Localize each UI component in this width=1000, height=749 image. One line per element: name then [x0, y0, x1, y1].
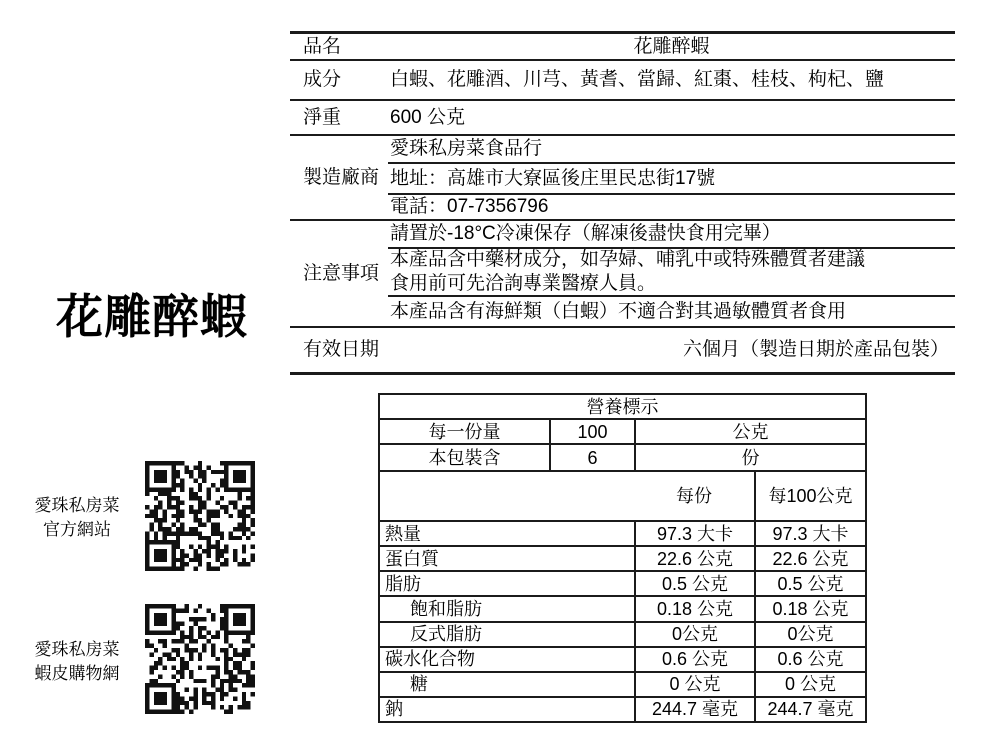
nutrient-per-100g: 22.6 公克	[754, 547, 865, 570]
nutrient-per-serving: 0.5 公克	[634, 572, 754, 595]
nutrition-title-row	[380, 395, 865, 420]
manufacturer-address: 地址：高雄市大寮區後庄里民忠街17號	[388, 164, 955, 195]
note-herbal	[388, 249, 955, 297]
info-value-product-name: 花雕醉蝦	[633, 35, 710, 57]
nutrient-name: 蛋白質	[385, 548, 439, 569]
nutrition-row-protein	[380, 547, 865, 572]
servings-per-pack-label: 本包裝含	[428, 447, 501, 468]
info-value-net-weight: 600 公克	[390, 106, 465, 128]
nutrition-table	[378, 393, 867, 723]
column-header-spacer	[380, 472, 634, 520]
note-allergen: 本產品含有海鮮類（白蝦）不適合對其過敏體質者食用	[390, 300, 847, 322]
nutrient-name: 反式脂肪	[410, 624, 482, 645]
nutrition-serving-size-row	[380, 420, 865, 445]
nutrition-row-saturated-fat	[380, 597, 865, 622]
servings-per-pack-unit: 份	[634, 445, 865, 470]
info-value-manufacturer	[388, 136, 955, 219]
nutrition-title: 營養標示	[586, 396, 659, 417]
nutrient-per-serving: 22.6 公克	[634, 547, 754, 570]
manufacturer-name: 愛珠私房菜食品行	[388, 136, 955, 164]
nutrient-per-serving: 0 公克	[634, 673, 754, 696]
info-value-notes	[388, 221, 955, 326]
info-label-manufacturer: 製造廠商	[303, 166, 380, 188]
nutrient-name: 碳水化合物	[385, 649, 475, 670]
qr-code-official-website-icon	[145, 461, 255, 571]
info-row-net-weight	[290, 101, 955, 136]
column-header-per-serving: 每份	[676, 486, 712, 506]
info-row-manufacturer	[290, 136, 955, 221]
qr-label-line2: 官方網站	[43, 520, 111, 539]
nutrient-per-serving: 244.7 毫克	[634, 698, 754, 721]
info-label-expiry: 有效日期	[303, 339, 380, 360]
nutrient-per-100g: 97.3 大卡	[754, 522, 865, 545]
expiry-value: 六個月（製造日期於產品包裝）	[682, 339, 949, 360]
column-header-per-100g: 每100公克	[754, 472, 865, 520]
qr-code-shopee-store-icon	[145, 604, 255, 714]
nutrient-per-100g: 0公克	[754, 623, 865, 646]
nutrient-per-serving: 0.18 公克	[634, 597, 754, 620]
qr-label-line1: 愛珠私房菜	[34, 640, 120, 659]
note-herbal-line1: 本產品含中藥材成分，如孕婦、哺乳中或特殊體質者建議	[390, 249, 866, 271]
info-row-expiry	[290, 328, 955, 372]
nutrition-row-fat	[380, 572, 865, 597]
serving-size-label: 每一份量	[428, 421, 501, 442]
nutrition-servings-per-pack-row	[380, 445, 865, 472]
info-label-ingredients: 成分	[303, 69, 342, 90]
serving-size-unit: 公克	[634, 420, 865, 443]
info-value-ingredients: 白蝦、花雕酒、川芎、黃耆、當歸、紅棗、桂枝、枸杞、鹽	[390, 69, 885, 90]
info-table	[290, 31, 955, 375]
nutrition-row-sodium	[380, 698, 865, 721]
qr-label-shopee-store	[18, 638, 136, 686]
info-label-notes: 注意事項	[303, 262, 380, 284]
nutrient-per-100g: 0.5 公克	[754, 572, 865, 595]
qr-label-line1: 愛珠私房菜	[34, 496, 120, 515]
qr-label-official-website	[18, 494, 136, 542]
nutrient-per-serving: 0公克	[634, 623, 754, 646]
info-value-expiry	[388, 328, 955, 372]
product-title: 花雕醉蝦	[56, 292, 248, 344]
qr-label-line2: 蝦皮購物網	[34, 664, 120, 683]
nutrition-row-carbohydrate	[380, 648, 865, 673]
nutrient-per-100g: 0 公克	[754, 673, 865, 696]
nutrient-per-100g: 0.6 公克	[754, 648, 865, 671]
info-row-product-name	[290, 34, 955, 61]
nutrition-row-trans-fat	[380, 623, 865, 648]
nutrient-per-100g: 244.7 毫克	[754, 698, 865, 721]
nutrient-per-serving: 97.3 大卡	[634, 522, 754, 545]
nutrient-name: 糖	[410, 674, 428, 695]
nutrition-row-calories	[380, 522, 865, 547]
nutrient-name: 鈉	[385, 699, 403, 720]
info-row-notes	[290, 221, 955, 328]
servings-per-pack-value: 6	[549, 445, 634, 470]
nutrition-row-sugar	[380, 673, 865, 698]
note-storage: 請置於-18°C冷凍保存（解凍後盡快食用完畢）	[388, 221, 955, 249]
nutrient-per-100g: 0.18 公克	[754, 597, 865, 620]
serving-size-value: 100	[549, 420, 634, 443]
note-herbal-line2: 食用前可先洽詢專業醫療人員。	[390, 273, 657, 295]
nutrient-per-serving: 0.6 公克	[634, 648, 754, 671]
info-label-product-name: 品名	[303, 35, 342, 57]
manufacturer-phone: 電話：07-7356796	[390, 196, 549, 217]
nutrient-name: 飽和脂肪	[410, 598, 482, 619]
nutrition-column-header-row	[380, 472, 865, 522]
info-row-ingredients	[290, 61, 955, 101]
nutrient-name: 脂肪	[385, 573, 421, 594]
info-label-net-weight: 淨重	[303, 106, 342, 128]
nutrient-name: 熱量	[385, 523, 421, 544]
